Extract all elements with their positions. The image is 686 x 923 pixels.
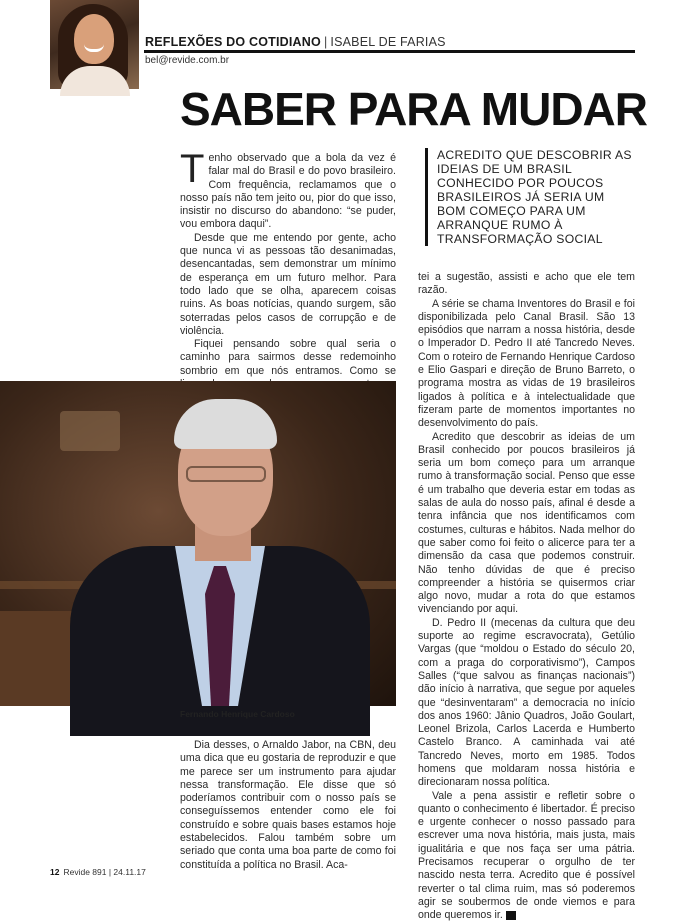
- paragraph: Dia desses, o Arnaldo Jabor, na CBN, deu uma dica que eu gostaria de reproduzir e que me parece ser um instrumento para ajudar nessa transformação. Ele disse que só poderíamos contribuir com o nosso país se conseguíssemos entender como ele foi construído e sobre quais bases estamos hoje estabelecidos. Falou também sobre um seriado que conta uma boa parte de como foi constituída a política no Brasil. Aca-: [180, 739, 396, 871]
- title-separator: |: [323, 35, 328, 49]
- author-photo: [50, 0, 139, 89]
- paragraph: A série se chama Inventores do Brasil e foi disponibilizada pelo Canal Brasil. São 13 episódios que narram a nossa história, desde o Imperador D. Pedro II até Tancredo Neves. Com o roteiro de Fernando Henrique Cardoso e Elio Gaspari e direção de Bruno Barreto, o programa mostra as vidas de 19 brasileiros ligados à política e à intelectualidade que fizeram parte de momentos importantes no desenvolvimento do país.: [418, 297, 635, 430]
- paragraph: D. Pedro II (mecenas da cultura que deu suporte ao regime escravocrata), Getúlio Vargas (que “moldou o Estado do século 20, com a praga do corporativismo”), Campos Salles (“que salvou as finanças nacionais”) dão início à narrativa, que segue por aqueles que “desinventaram” a democracia no início dos anos 1960: Jânio Quadros, João Goulart, Leonel Brizola, Carlos Lacerda e Humberto Castelo Branco. A caminhada vai até Tancredo Neves, morto em 1985. Todos homens que moldaram nossa história e direcionaram nossa política.: [418, 616, 635, 789]
- headline: SABER PARA MUDAR: [180, 83, 647, 135]
- column-title: [145, 35, 446, 49]
- left-column-top: [180, 147, 396, 405]
- portrait-photo: [0, 381, 396, 706]
- page-number: 12: [50, 867, 60, 877]
- paragraph: Tenho observado que a bola da vez é falar mal do Brasil e do povo brasileiro. Com frequência, reclamamos que o nosso país não tem jeito ou, pior do que isso, insistir no discurso do abandono: “se puder, vou embora daqui”.: [180, 147, 396, 231]
- author-email[interactable]: bel@revide.com.br: [145, 55, 230, 66]
- pull-quote: ACREDITO QUE DESCOBRIR AS IDEIAS DE UM BRASIL CONHECIDO POR POUCOS BRASILEIROS JÁ SERIA UM BOM COMEÇO PARA UM ARRANQUE RUMO À TRANSFORMAÇÃO SOCIAL: [425, 148, 635, 246]
- paragraph: tei a sugestão, assisti e acho que ele tem razão.: [418, 271, 635, 297]
- paragraph: Vale a pena assistir e refletir sobre o quanto o conhecimento é libertador. É preciso e urgente conhecer o nosso passado para escrever uma nova história, mais justa, mais igualitária e que nos faça ser uma pátria. Precisamos recuperar o orgulho de ter nascido nesta terra. Acredito que é possível reverter o tal clima ruim, mas só poderemos agir se soubermos de onde viemos e para onde queremos ir.: [418, 789, 635, 922]
- paragraph: Desde que me entendo por gente, acho que nunca vi as pessoas tão desanimadas, desencantadas, sem demonstrar um mínimo de esperança em um futuro melhor. Para todo lado que se olha, aparecem coisas ruins. As boas notícias, quando surgem, são soterradas pelos casos de corrupção e de violência.: [180, 231, 396, 337]
- header-rule: [144, 50, 635, 53]
- paragraph: Fiquei pensando sobre qual seria o caminho para sairmos desse redemoinho sombrio em que nós entramos. Como se: [180, 338, 396, 377]
- end-mark-icon: [506, 911, 516, 920]
- issue-info: Revide 891 | 24.11.17: [63, 867, 146, 877]
- paragraph: Acredito que descobrir as ideias de um Brasil conhecido por poucos brasileiros já seria um bom começo para um arranque rumo à transformação social. Penso que esse é um trabalho que deveria estar em todas as salas de aula do nosso país, afinal é desde a tenra infância que nos identificamos com costumes, culturas e hábitos. Nada melhor do que saber como foi feito o alicerce para ter a dimensão da casa que podemos construir. Não tenho dúvidas de que é preciso compreender a história se quisermos criar algo novo, mudar a rota do que estamos vivenciando por aqui.: [418, 430, 635, 616]
- author-name: ISABEL DE FARIAS: [330, 35, 446, 49]
- drop-cap: T: [180, 147, 205, 191]
- column-name: REFLEXÕES DO COTIDIANO: [145, 35, 321, 49]
- page-footer: [50, 867, 146, 877]
- left-column-bottom: [180, 739, 396, 872]
- right-column: [418, 271, 635, 923]
- photo-caption: Fernando Henrique Cardoso: [180, 709, 295, 719]
